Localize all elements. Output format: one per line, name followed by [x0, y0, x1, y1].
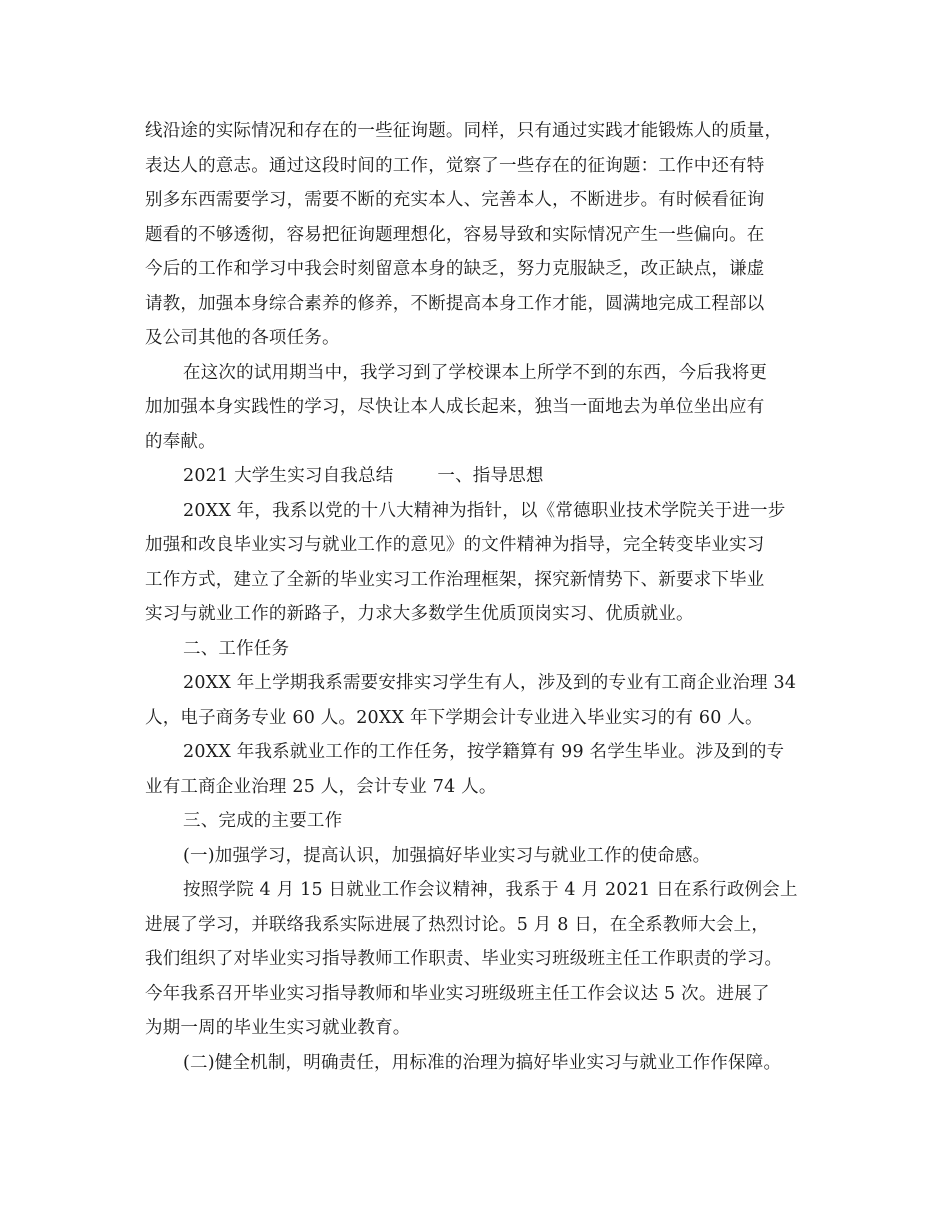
text-line: 请教，加强本身综合素养的修养，不断提高本身工作才能，圆满地完成工程部以 — [145, 293, 765, 314]
text-line: 加强和改良毕业实习与就业工作的意见》的文件精神为指导，完全转变毕业实习 — [145, 535, 765, 555]
paragraph-start-line: 20XX 年上学期我系需要安排实习学生有人，涉及到的专业有工商企业治理 34 — [183, 673, 797, 693]
section-heading: 二、工作任务 — [183, 638, 290, 659]
paragraph-start-line: 20XX 年我系就业工作的工作任务，按学籍算有 99 名学生毕业。涉及到的专 — [183, 742, 785, 762]
section-heading: 三、完成的主要工作 — [183, 811, 343, 831]
document-body — [145, 114, 825, 1080]
subsection-heading: (二)健全机制，明确责任，用标准的治理为搞好毕业实习与就业工作作保障。 — [183, 1052, 782, 1073]
paragraph-start-line: 20XX 年，我系以党的十八大精神为指针，以《常德职业技术学院关于进一步 — [183, 500, 786, 521]
paragraph-start-line: 按照学院 4 月 15 日就业工作会议精神，我系于 4 月 2021 日在系行政例会上 — [183, 880, 798, 900]
text-line: 业有工商企业治理 25 人，会计专业 74 人。 — [145, 776, 497, 797]
text-line: 别多东西需要学习，需要不断的充实本人、完善本人，不断进步。有时候看征询 — [145, 190, 765, 210]
text-line: 及公司其他的各项任务。 — [145, 328, 340, 348]
text-line: 进展了学习，并联络我系实际进展了热烈讨论。5 月 8 日，在全系教师大会上， — [145, 914, 770, 935]
subsection-heading: (一)加强学习，提高认识，加强搞好毕业实习与就业工作的使命感。 — [183, 845, 711, 866]
text-line: 今后的工作和学习中我会时刻留意本身的缺乏，努力克服缺乏，改正缺点，谦虚 — [145, 259, 765, 279]
document-title: 2021 大学生实习自我总结 — [183, 466, 394, 486]
text-line: 为期一周的毕业生实习就业教育。 — [145, 1018, 411, 1038]
paragraph-start-line: 在这次的试用期当中，我学习到了学校课本上所学不到的东西，今后我将更 — [183, 362, 768, 383]
section-heading: 一、指导思想 — [437, 466, 544, 486]
text-line: 线沿途的实际情况和存在的一些征询题。同样，只有通过实践才能锻炼人的质量， — [145, 121, 783, 141]
text-line: 今年我系召开毕业实习指导教师和毕业实习班级班主任工作会议达 5 次。进展了 — [145, 983, 770, 1004]
text-line: 我们组织了对毕业实习指导教师工作职责、毕业实习班级班主任工作职责的学习。 — [145, 949, 783, 969]
text-line: 表达人的意志。通过这段时间的工作，觉察了一些存在的征询题：工作中还有特 — [145, 155, 765, 176]
text-line: 的奉献。 — [145, 431, 216, 452]
section-title-line — [145, 459, 825, 494]
text-line: 题看的不够透彻，容易把征询题理想化，容易导致和实际情况产生一些偏向。在 — [145, 224, 765, 245]
text-line: 人，电子商务专业 60 人。20XX 年下学期会计专业进入毕业实习的有 60 人。 — [145, 707, 763, 728]
text-line: 工作方式，建立了全新的毕业实习工作治理框架，探究新情势下、新要求下毕业 — [145, 569, 765, 590]
text-line: 实习与就业工作的新路子，力求大多数学生优质顶岗实习、优质就业。 — [145, 604, 694, 624]
text-line: 加加强本身实践性的学习，尽快让本人成长起来，独当一面地去为单位坐出应有 — [145, 397, 765, 417]
